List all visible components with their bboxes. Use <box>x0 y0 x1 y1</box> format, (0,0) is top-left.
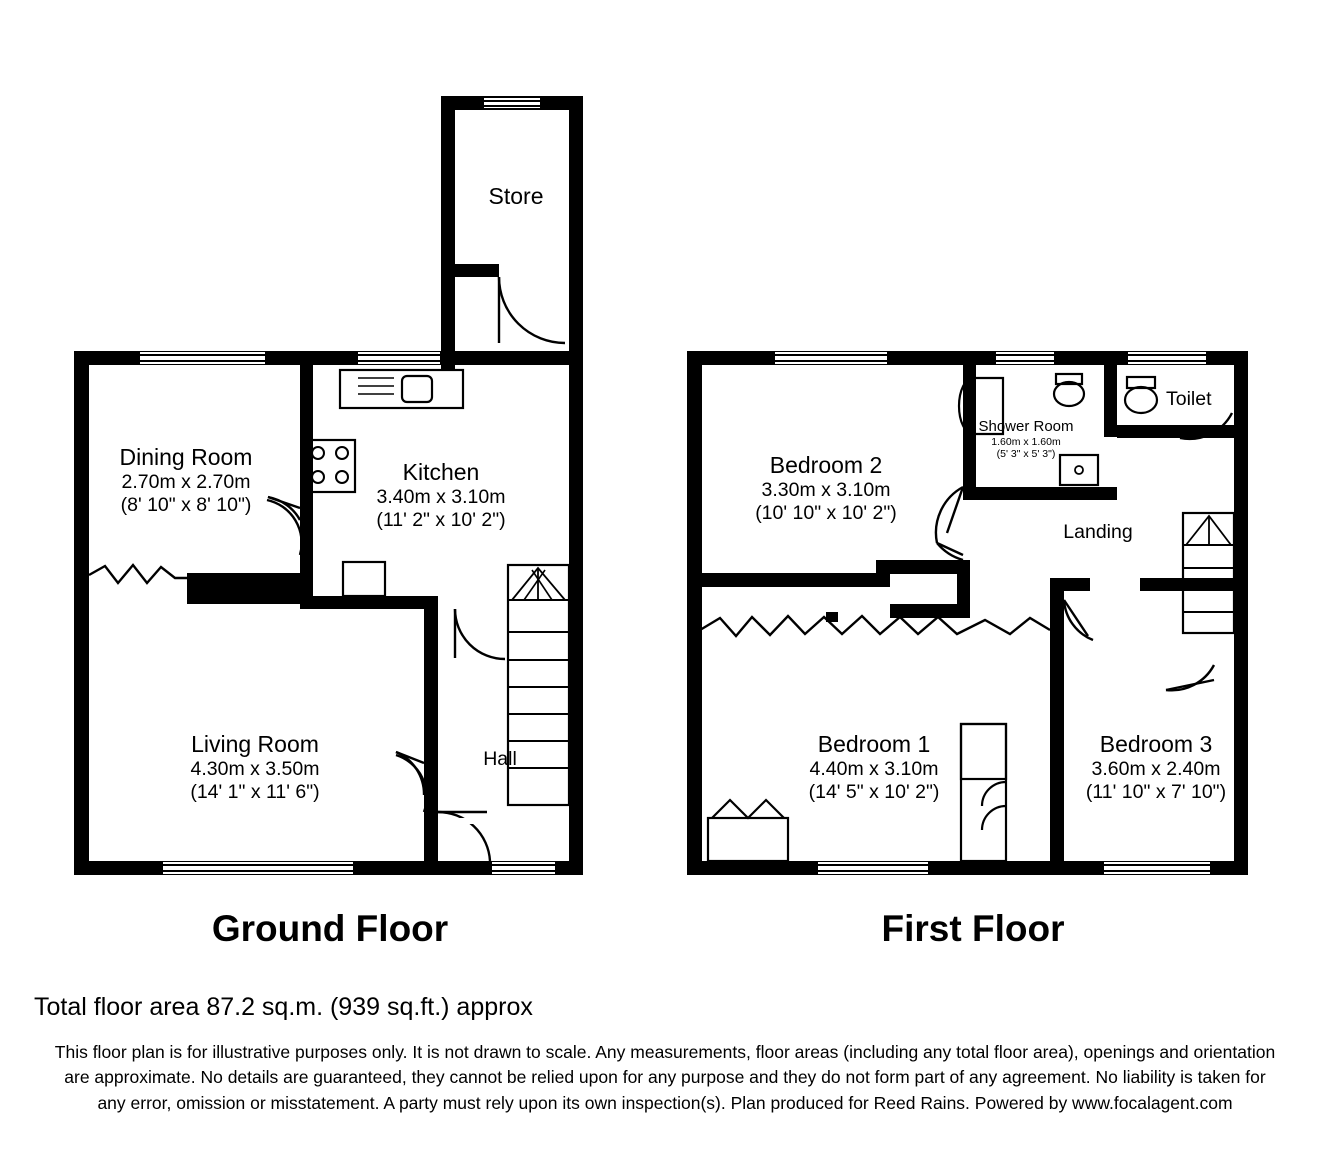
dining-room-dims-metric: 2.70m x 2.70m <box>121 471 251 494</box>
living-room-name: Living Room <box>191 731 319 757</box>
shower-room-dims-metric: 1.60m x 1.60m <box>991 435 1061 448</box>
dining-room-dims-imperial: (8' 10" x 8' 10") <box>120 494 252 517</box>
bedroom-3-dims-metric: 3.60m x 2.40m <box>1091 758 1221 781</box>
room-label-bedroom-2 <box>755 452 897 525</box>
kitchen-dims-metric: 3.40m x 3.10m <box>376 486 506 509</box>
total-floor-area: Total floor area 87.2 sq.m. (939 sq.ft.) approx <box>34 993 533 1021</box>
room-label-shower-room <box>978 418 1073 460</box>
living-room-dims-metric: 4.30m x 3.50m <box>190 758 320 781</box>
ground-floor-title: Ground Floor <box>211 908 449 949</box>
bedroom-3-name: Bedroom 3 <box>1099 731 1213 757</box>
bedroom-2-name: Bedroom 2 <box>769 452 883 478</box>
kitchen-dims-imperial: (11' 2" x 10' 2") <box>376 509 506 532</box>
room-label-store: Store <box>488 183 544 209</box>
room-label-toilet: Toilet <box>1166 388 1212 410</box>
living-room-dims-imperial: (14' 1" x 11' 6") <box>190 781 320 804</box>
room-label-bedroom-3 <box>1086 731 1226 804</box>
bedroom-1-name: Bedroom 1 <box>817 731 931 757</box>
bedroom-2-dims-imperial: (10' 10" x 10' 2") <box>755 502 897 525</box>
shower-room-dims-imperial: (5' 3" x 5' 3") <box>996 447 1056 460</box>
room-label-living-room <box>190 731 319 804</box>
room-label-kitchen <box>376 459 505 532</box>
room-label-dining-room <box>120 444 253 517</box>
bedroom-1-dims-metric: 4.40m x 3.10m <box>809 758 939 781</box>
room-label-bedroom-1 <box>809 731 940 804</box>
bedroom-2-dims-metric: 3.30m x 3.10m <box>761 479 891 502</box>
first-floor-title: First Floor <box>881 908 1065 949</box>
disclaimer-text: This floor plan is for illustrative purposes only. It is not drawn to scale. Any measurements, floor areas (including any total floor area), openings and orientation are approximate. No details are guaranteed, they cannot be relied upon for any purpose and they do not form part of any agreement. No liability is taken for any error, omission or misstatement. A party must rely upon its own inspection(s). Plan produced for Reed Rains. Powered by www.focalagent.com <box>54 1042 1276 1113</box>
kitchen-name: Kitchen <box>402 459 480 485</box>
shower-room-name: Shower Room <box>978 418 1074 435</box>
bedroom-1-dims-imperial: (14' 5" x 10' 2") <box>808 781 940 804</box>
bedroom-3-dims-imperial: (11' 10" x 7' 10") <box>1085 781 1227 804</box>
room-label-hall: Hall <box>483 748 517 770</box>
room-label-landing: Landing <box>1063 521 1133 543</box>
dining-room-name: Dining Room <box>119 444 253 470</box>
